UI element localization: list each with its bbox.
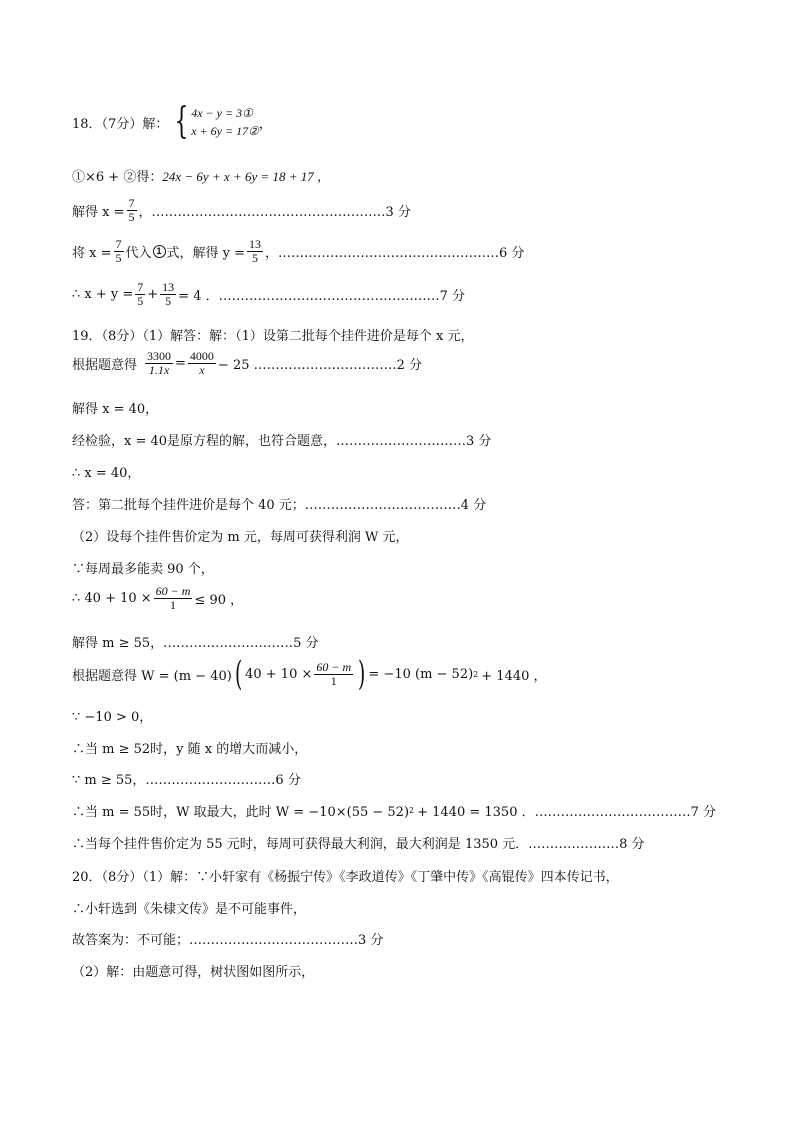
sum-y-den: 5: [165, 294, 172, 308]
frac-4000-num: 4000: [189, 349, 214, 363]
q19-equation: [72, 350, 422, 377]
q18-step3-pre: 将 x =: [72, 246, 112, 261]
system-eq1: 4x − y = 3①: [191, 106, 253, 120]
x-frac-den: 5: [128, 210, 135, 224]
circled-one-icon: 1: [153, 245, 166, 258]
q19-part2-intro: （2）设每个挂件售价定为 m 元，每周可获得利润 W 元，: [72, 530, 409, 545]
frac-3300-den: 1.1x: [148, 363, 170, 377]
system-comma: ，: [258, 116, 272, 132]
x-frac2-num: 7: [115, 237, 122, 251]
q19-head: 19．（8分）（1）解答：解：（1）设第二批每个挂件进价是每个 x 元，: [72, 329, 474, 344]
q19-eq-pre: 根据题意得: [72, 358, 138, 373]
frac-4000-den: x: [199, 363, 205, 377]
sum-frac-x: [135, 281, 145, 308]
q19-part2-because: ∵每周最多能卖 90 个，: [72, 562, 214, 577]
q18-step3-mid2: 式，解得 y =: [166, 246, 246, 261]
q19-w-equation: [72, 654, 547, 694]
frac-3300-num: 3300: [147, 349, 172, 363]
q18-step4-plus: +: [147, 287, 159, 302]
x-fraction: [127, 197, 137, 224]
q19-therefore: ∴ x = 40，: [72, 466, 141, 481]
system-eq2: x + 6y = 17②: [191, 124, 259, 138]
q19-neg: ∵ −10 > 0，: [72, 710, 153, 725]
sum-x-den: 5: [137, 294, 144, 308]
w-frac-num: 60 − m: [316, 659, 352, 674]
q18-step4: [72, 281, 465, 308]
q19-ineq-pre: ∴ 40 + 10 ×: [72, 591, 152, 606]
x-fraction-2: [114, 238, 124, 265]
q19-cond: ∵ m ≥ 55，…………………………6 分: [72, 773, 301, 788]
q19-inequality: [72, 585, 243, 612]
q19-ineq-sol: 解得 m ≥ 55，…………………………5 分: [72, 636, 319, 651]
q18-step1: [72, 166, 330, 185]
sum-y-num: 13: [162, 280, 175, 294]
ineq-frac-den: 1: [170, 598, 177, 612]
q18-head: 18．（7分）解：: [72, 116, 169, 132]
q18-step1-eq: 24x − 6y + x + 6y = 18 + 17 ，: [162, 169, 331, 184]
q20-line2: ∴小轩选到《朱棣文传》是不可能事件，: [72, 902, 307, 917]
q19-max1-text: ∴当 m = 55时，W 取最大，此时 W = −10×(55 − 52): [72, 805, 410, 820]
q18-header-line: [72, 101, 272, 142]
right-paren: ): [358, 654, 366, 694]
q19-check: 经检验，x = 40是原方程的解，也符合题意，…………………………3 分: [72, 434, 492, 449]
q18-step4-pre: ∴ x + y =: [72, 287, 134, 302]
w-frac-den: 1: [330, 673, 337, 688]
q18-step3: [72, 238, 524, 265]
q19-w-tail2: + 1440 ，: [481, 668, 547, 684]
q19-max1: [72, 801, 716, 820]
q19-eq-equals: =: [175, 356, 186, 371]
sum-frac-y: [160, 281, 176, 308]
q18-step2-dots: ，………………………………………………3 分: [138, 205, 411, 220]
sum-x-num: 7: [137, 280, 144, 294]
q19-max1-exp: 2: [409, 806, 415, 815]
w-fraction: [314, 661, 353, 688]
q18-step4-res: = 4 ．……………………………………………7 分: [178, 289, 466, 304]
ineq-fraction: [154, 585, 193, 612]
q19-sol: 解得 x = 40，: [72, 402, 159, 417]
q19-max1-tail: + 1440 = 1350 ．………………………………7 分: [417, 805, 717, 820]
x-frac-num: 7: [128, 196, 135, 210]
equation-system: [170, 101, 259, 142]
y-fraction: [247, 238, 263, 265]
q18-step2-pre: 解得 x =: [72, 205, 125, 220]
q19-answer: 答：第二批每个挂件进价是每个 40 元；………………………………4 分: [72, 498, 487, 513]
y-frac-num: 13: [249, 237, 262, 251]
q19-w-pre: 根据题意得 W = (m − 40): [72, 668, 232, 684]
q18-step3-dots: ，……………………………………………6 分: [265, 246, 525, 261]
x-frac2-den: 5: [115, 251, 122, 265]
q19-w-tail: = −10 (m − 52): [368, 666, 474, 682]
q20-line4: （2）解：由题意可得，树状图如图所示，: [72, 965, 315, 980]
frac-4000: [188, 350, 216, 377]
q20-head: 20．（8分）（1）解：∵小轩家有《杨振宁传》《李政道传》《丁肇中传》《高锟传》四本传记书，: [72, 870, 619, 885]
left-paren: (: [234, 654, 243, 694]
brace: {: [174, 101, 189, 142]
ineq-frac-num: 60 − m: [155, 584, 191, 598]
q20-line3: 故答案为：不可能；…………………………………3 分: [72, 933, 384, 948]
q18-step3-mid: 代入: [125, 246, 152, 261]
q19-w-exp: 2: [473, 669, 479, 679]
q19-mono: ∴当 m ≥ 52时，y 随 x 的增大而减小，: [72, 742, 308, 757]
q19-ineq-tail: ≤ 90 ，: [194, 593, 244, 608]
q19-w-inner: 40 + 10 ×: [245, 666, 313, 682]
frac-3300: [145, 350, 173, 377]
q18-step1-pre: ①×6 + ②得：: [72, 170, 163, 185]
q19-max2: ∴当每个挂件售价定为 55 元时，每周可获得最大利润，最大利润是 1350 元．…………………8 分: [72, 837, 645, 852]
y-frac-den: 5: [252, 251, 259, 265]
q18-step2: [72, 197, 411, 224]
q19-eq-tail: − 25 ……………………………2 分: [217, 358, 423, 373]
